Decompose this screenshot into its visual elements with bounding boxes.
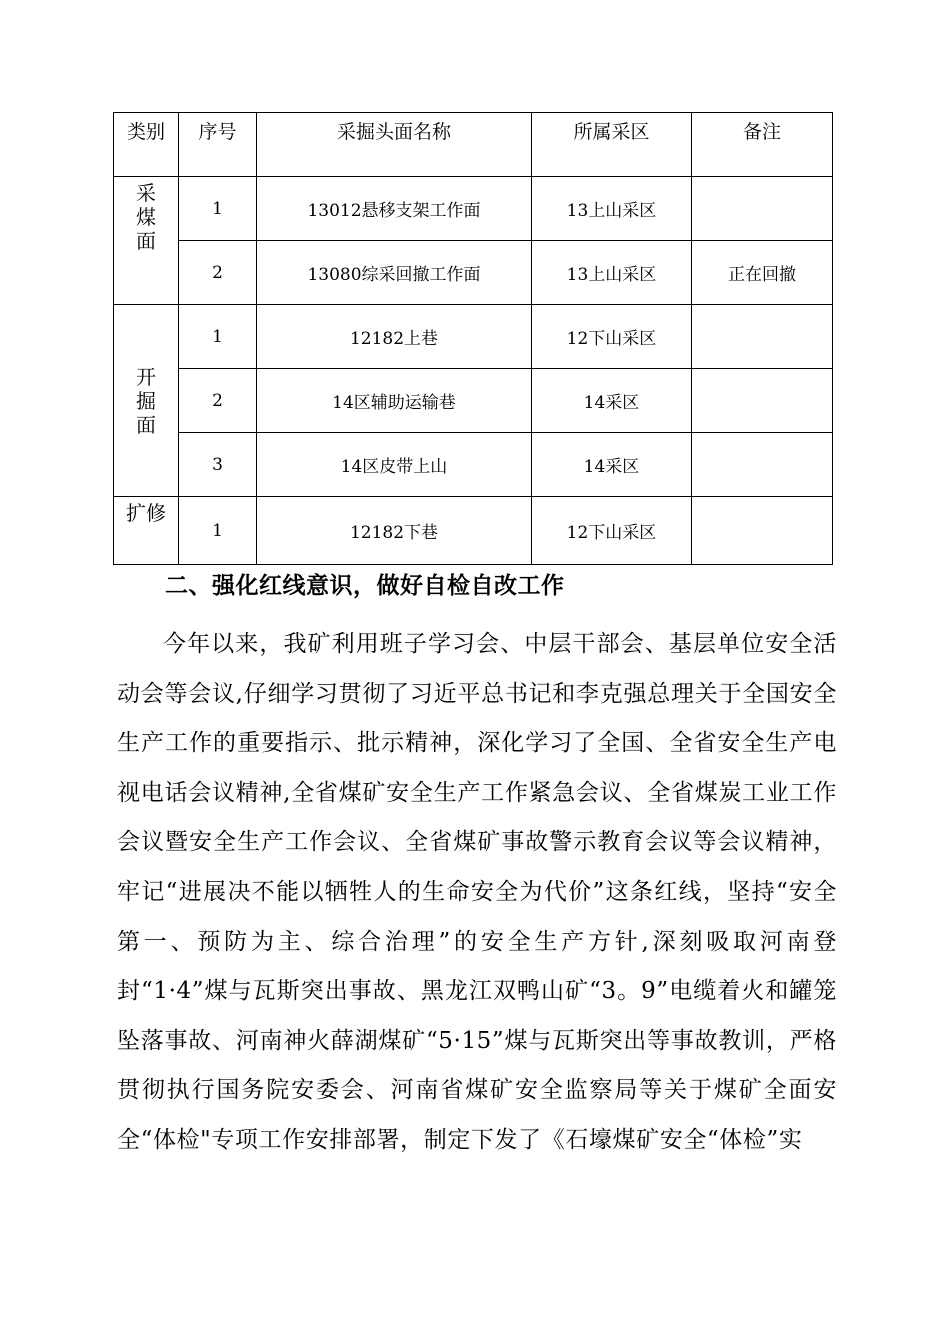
row-remarks [692,369,833,433]
category-cell-mining [114,177,179,305]
row-face-name: 13012悬移支架工作面 [257,177,532,241]
row-remarks [692,497,833,565]
category-cell-repair [114,497,179,565]
work-face-table [113,112,833,565]
row-remarks [692,177,833,241]
row-number: 1 [179,305,257,369]
section-heading: 二、强化红线意识，做好自检自改工作 [165,573,565,599]
table-header-row [114,113,833,177]
row-face-name: 14区辅助运输巷 [257,369,532,433]
header-number: 序号 [179,113,257,177]
header-face-name: 采掘头面名称 [257,113,532,177]
row-number: 3 [179,433,257,497]
row-face-name: 12182下巷 [257,497,532,565]
row-mining-area: 12下山采区 [532,497,692,565]
header-category: 类别 [114,113,179,177]
row-remarks: 正在回撤 [692,241,833,305]
row-face-name: 13080综采回撤工作面 [257,241,532,305]
row-mining-area: 13上山采区 [532,241,692,305]
category-label: 开掘面 [136,364,156,437]
row-mining-area: 13上山采区 [532,177,692,241]
row-remarks [692,305,833,369]
table-row [114,177,833,241]
row-number: 1 [179,177,257,241]
table-row [114,433,833,497]
row-number: 1 [179,497,257,565]
row-mining-area: 14采区 [532,433,692,497]
table-row [114,241,833,305]
body-paragraph: 今年以来，我矿利用班子学习会、中层干部会、基层单位安全活动会等会议,仔细学习贯彻了习近平总书记和李克强总理关于全国安全生产工作的重要指示、批示精神，深化学习了全国、全省安全生产电视电话会议精神,全省煤矿安全生产工作紧急会议、全省煤炭工业工作会议暨安全生产工作会议、全省煤矿事故警示教育会议等会议精神，牢记“进展决不能以牺牲人的生命安全为代价”这条红线，坚持“安全第一、预防为主、综合治理”的安全生产方针,深刻吸取河南登封“1·4”煤与瓦斯突出事故、黑龙江双鸭山矿“3。9”电缆着火和罐笼坠落事故、河南神火薛湖煤矿“5·15”煤与瓦斯突出等事故教训，严格贯彻执行国务院安委会、河南省煤矿安全监察局等关于煤矿全面安全“体检"专项工作安排部署，制定下发了《石壕煤矿安全“体检”实 [117,631,837,1153]
row-mining-area: 12下山采区 [532,305,692,369]
row-mining-area: 14采区 [532,369,692,433]
category-cell-excavation [114,305,179,497]
category-label: 采煤面 [136,181,156,253]
category-label: 扩修 [126,501,166,525]
table-row [114,497,833,565]
row-face-name: 14区皮带上山 [257,433,532,497]
table-row [114,305,833,369]
row-face-name: 12182上巷 [257,305,532,369]
header-mining-area: 所属采区 [532,113,692,177]
row-number: 2 [179,369,257,433]
header-remarks: 备注 [692,113,833,177]
table-row [114,369,833,433]
row-remarks [692,433,833,497]
row-number: 2 [179,241,257,305]
